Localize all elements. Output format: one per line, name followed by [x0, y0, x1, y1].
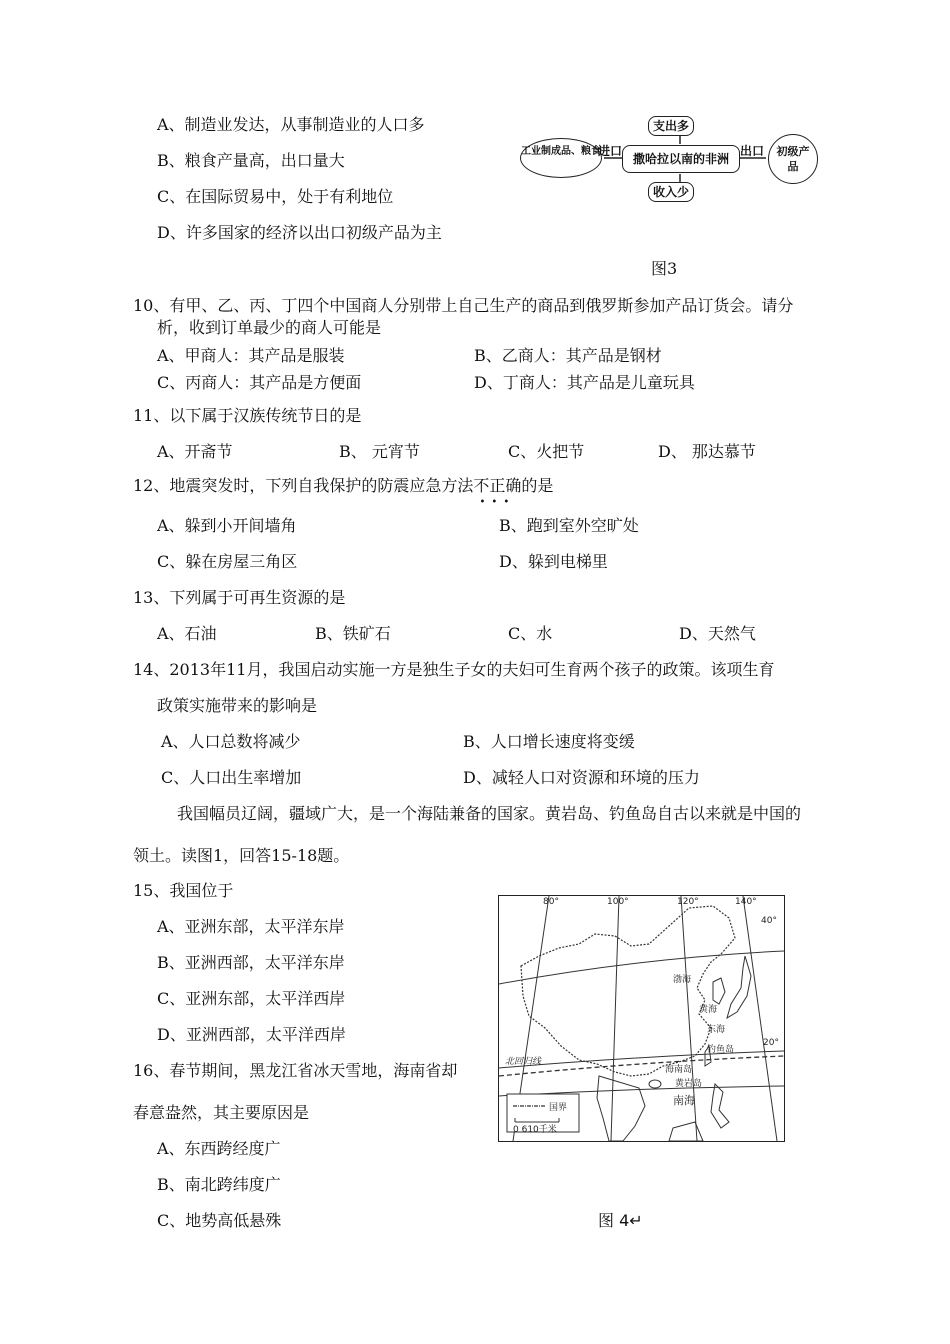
- q13-option-b: B、铁矿石: [315, 624, 391, 643]
- q14-stem-line1: 14、2013年11月，我国启动实施一方是独生子女的夫妇可生育两个孩子的政策。该项生育: [133, 660, 775, 679]
- q16-option-a: A、东西跨经度广: [157, 1139, 281, 1158]
- q15-option-a: A、亚洲东部，太平洋东岸: [157, 917, 345, 936]
- q12-stem-emphasis: [473, 476, 522, 508]
- q13-option-c: C、水: [508, 624, 553, 643]
- q15-option-d: D、亚洲西部，太平洋西岸: [157, 1025, 346, 1044]
- q12-option-d: D、躲到电梯里: [499, 552, 608, 571]
- import-label: 进口: [598, 144, 623, 158]
- q11-option-b: B、 元宵节: [339, 442, 420, 461]
- passage-line2: 领土。读图1，回答15-18题。: [133, 846, 350, 865]
- subsaharan-africa-box: 撒哈拉以南的非洲: [622, 145, 740, 173]
- map-drawing: [499, 896, 784, 1141]
- diaoyu-island-label: 钓鱼岛: [707, 1045, 735, 1055]
- figure-3-caption: 图3: [651, 259, 678, 278]
- manufactured-goods-ellipse: 工业制成品、粮食: [520, 138, 602, 178]
- parallel-40-label: 40°: [761, 916, 777, 926]
- q15-stem: 15、我国位于: [133, 881, 234, 900]
- q14-option-b: B、人口增长速度将变缓: [463, 732, 635, 751]
- q12-stem-post: 的是: [521, 476, 554, 495]
- q14-stem-line2: 政策实施带来的影响是: [157, 696, 318, 715]
- q12-option-a: A、躲到小开间墙角: [157, 516, 297, 535]
- q14-option-c: C、人口出生率增加: [161, 768, 302, 787]
- hainan-island-label: 海南岛: [665, 1065, 693, 1075]
- q10-stem-line1: 10、有甲、乙、丙、丁四个中国商人分别带上自己生产的商品到俄罗斯参加产品订货会。请分: [133, 296, 794, 315]
- south-china-sea-label: 南海: [673, 1094, 695, 1107]
- q11-option-c: C、火把节: [508, 442, 585, 461]
- q14-option-d: D、减轻人口对资源和环境的压力: [463, 768, 700, 787]
- q11-option-d: D、 那达慕节: [658, 442, 756, 461]
- q10-option-c: C、丙商人：其产品是方便面: [157, 373, 362, 392]
- q16-option-b: B、南北跨纬度广: [157, 1175, 281, 1194]
- meridian-140-label: 140°: [735, 897, 757, 907]
- q16-stem-line1: 16、春节期间，黑龙江省冰天雪地，海南省却: [133, 1061, 458, 1080]
- emphasis-dots: •••: [479, 497, 516, 508]
- q12-stem: [133, 476, 554, 508]
- parallel-20-label: 20°: [763, 1038, 779, 1048]
- q11-stem: 11、以下属于汉族传统节日的是: [133, 406, 362, 425]
- q16-stem-line2: 春意盎然，其主要原因是: [133, 1103, 310, 1122]
- q13-stem: 13、下列属于可再生资源的是: [133, 588, 346, 607]
- huangyan-island-label: 黄岩岛: [675, 1079, 703, 1089]
- q9-option-c: C、在国际贸易中，处于有利地位: [157, 187, 394, 206]
- q9-option-a: A、制造业发达，从事制造业的人口多: [157, 115, 425, 134]
- q12-option-c: C、躲在房屋三角区: [157, 552, 298, 571]
- q13-option-d: D、天然气: [679, 624, 756, 643]
- expense-box: 支出多: [648, 116, 694, 136]
- q10-option-b: B、乙商人：其产品是钢材: [474, 346, 662, 365]
- q10-option-d: D、丁商人：其产品是儿童玩具: [474, 373, 695, 392]
- meridian-80-label: 80°: [543, 897, 559, 907]
- income-box: 收入少: [648, 182, 694, 202]
- q11-option-a: A、开斋节: [157, 442, 233, 461]
- bohai-label: 渤海: [673, 975, 692, 985]
- meridian-100-label: 100°: [607, 897, 629, 907]
- q9-option-b: B、粮食产量高，出口量大: [157, 151, 345, 170]
- figure-4-caption: 图 4↵: [598, 1211, 643, 1230]
- tropic-of-cancer-label: 北回归线: [505, 1057, 542, 1067]
- donghai-label: 东海: [707, 1025, 726, 1035]
- q16-option-c: C、地势高低悬殊: [157, 1211, 282, 1230]
- export-label: 出口: [740, 144, 765, 158]
- q9-option-d: D、许多国家的经济以出口初级产品为主: [157, 223, 442, 242]
- huanghai-label: 黄海: [699, 1005, 718, 1015]
- q10-stem-line2: 析，收到订单最少的商人可能是: [157, 318, 382, 337]
- q12-stem-pre: 12、地震突发时，下列自我保护的防震应急方法: [133, 476, 474, 495]
- meridian-120-label: 120°: [677, 897, 699, 907]
- figure-3-diagram: [518, 112, 818, 204]
- q14-option-a: A、人口总数将减少: [161, 732, 301, 751]
- q15-option-b: B、亚洲西部，太平洋东岸: [157, 953, 345, 972]
- q12-option-b: B、跑到室外空旷处: [499, 516, 639, 535]
- figure-4-map: [498, 895, 785, 1142]
- q15-option-c: C、亚洲东部，太平洋西岸: [157, 989, 346, 1008]
- passage-line1: 我国幅员辽阔，疆域广大，是一个海陆兼备的国家。黄岩岛、钓鱼岛自古以来就是中国的: [177, 804, 802, 823]
- scale-bar-label: 0 610千米: [513, 1125, 557, 1135]
- legend-border-label: 国界: [549, 1103, 568, 1113]
- q10-option-a: A、甲商人：其产品是服装: [157, 346, 345, 365]
- primary-products-ellipse: 初级产品: [768, 134, 818, 184]
- q12-stem-emphasis-text: 不正确: [473, 476, 522, 495]
- q13-option-a: A、石油: [157, 624, 217, 643]
